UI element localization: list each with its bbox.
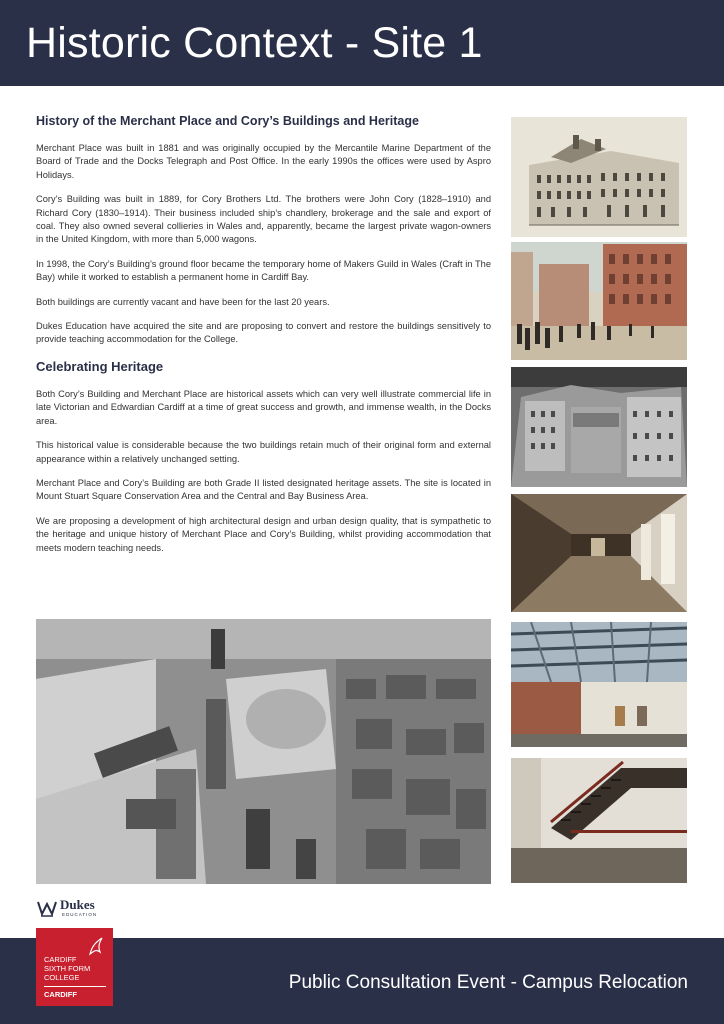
paragraph: Merchant Place and Cory’s Building are both Grade II listed designated heritage assets. The site is located in Mount Stuart Square Conservation Area and the Central and Bay Business Area. [36,477,491,502]
paragraph: Both Cory’s Building and Merchant Place are historical assets which can very well illustrate commercial life in late Victorian and Edwardian Cardiff at a time of great success and growth, and immense wealth, in the Docks area. [36,388,491,426]
paragraph: Cory’s Building was built in 1889, for Cory Brothers Ltd. The brothers were John Cory (1828–1910) and Richard Cory (1830–1914). Their business included ship’s chandlery, brokerage and the sale and export of coal. They also owned several collieries in Wales and, apparently, became the largest private wagon-owners in the United Kingdom, with more than 5,000 wagons. [36,194,491,245]
paragraph: This historical value is considerable because the two buildings retain much of their original form and external appearance within a relatively unchanged setting. [36,440,491,464]
paragraph: In 1998, the Cory’s Building’s ground floor became the temporary home of Makers Guild in Wales (Craft in The Bay) while it worked to establish a permanent home in Cardiff Bay. [36,258,491,283]
photo-interior-corridor [511,494,687,612]
page-title: Historic Context - Site 1 [26,19,483,67]
paragraph: Merchant Place was built in 1881 and was originally occupied by the Mercantile Marine Department of the Board of Trade and the Docks Telegraph and Post Office. In the early 1990s the offices were used by Aspro Holidays. [36,143,491,180]
photo-interior-roof [511,622,687,747]
section-heading-history: History of the Merchant Place and Cory’s Buildings and Heritage [36,114,419,128]
text-column [36,114,491,566]
college-line-2: SIXTH FORM [44,964,91,973]
cardiff-sixth-form-college-logo [36,928,113,1006]
paragraph: Both buildings are currently vacant and have been for the last 20 years. [36,296,330,307]
college-line-3: COLLEGE [44,973,80,982]
dukes-name: Dukes [60,897,95,912]
page-header [0,0,724,86]
college-city: CARDIFF [44,990,77,999]
dukes-subtitle: EDUCATION [62,912,98,917]
paragraph: Dukes Education have acquired the site and are proposing to convert and restore the buildings sensitively to provide teaching accommodation for the College. [36,321,491,345]
section-heading-heritage: Celebrating Heritage [36,358,164,374]
photo-street-scene [511,242,687,360]
paragraph: We are proposing a development of high architectural design and urban design quality, that is sympathetic to the heritage and unique history of Merchant Place and Cory’s Building, whilst providing accommodation that meets modern teaching needs. [36,515,491,553]
photo-aerial-docks [36,619,491,884]
footer-tagline: Public Consultation Event - Campus Relocation [288,972,688,993]
dragon-icon [86,934,106,956]
logo-divider [44,986,106,987]
photo-aerial-buildings [511,367,687,487]
dukes-crown-icon [36,898,58,918]
photo-building-engraving [511,117,687,237]
college-line-1: CARDIFF [44,955,77,964]
photo-interior-staircase [511,758,687,883]
dukes-education-logo [36,896,126,920]
